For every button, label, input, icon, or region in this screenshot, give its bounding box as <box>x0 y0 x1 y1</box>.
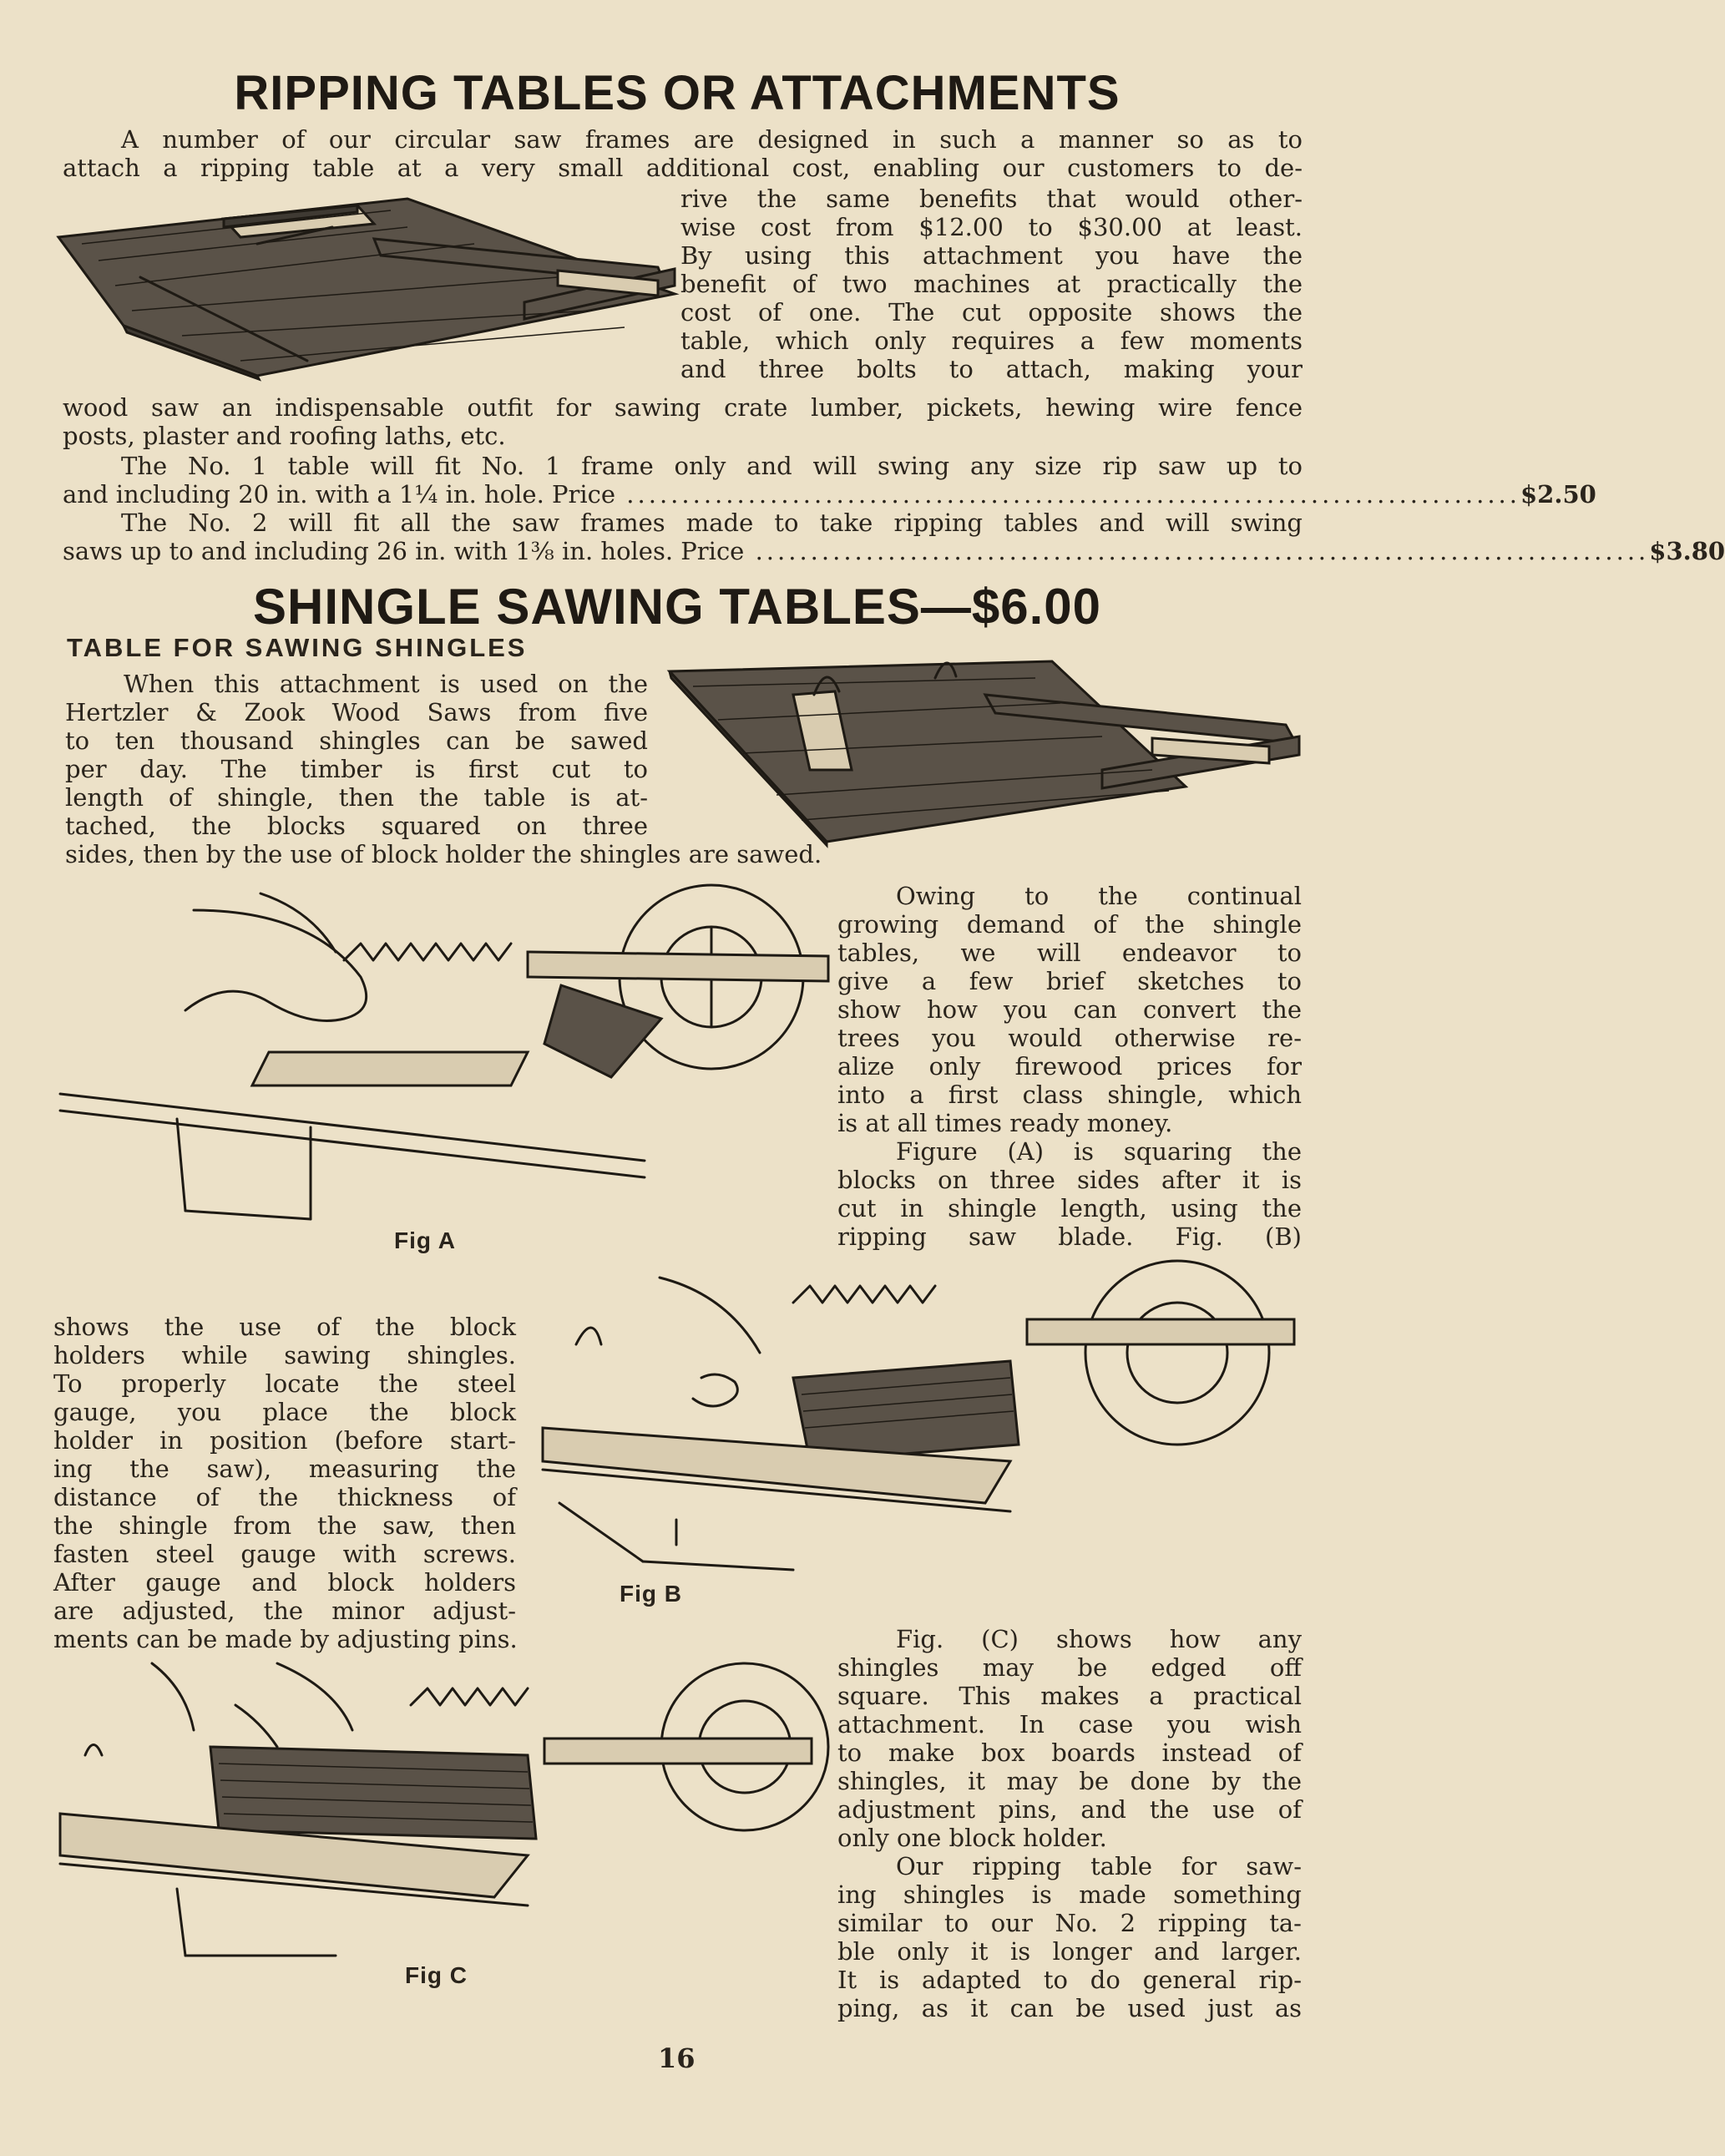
owing-line: give a few brief sketches to <box>837 967 1302 995</box>
fig-c-paragraph <box>837 1625 1302 2022</box>
full-paragraph <box>63 393 1303 450</box>
wrap-line: cost of one. The cut opposite shows the <box>680 298 1303 326</box>
figc-line: ble only it is longer and larger. <box>837 1937 1302 1966</box>
owing-line: show how you can convert the <box>837 995 1302 1024</box>
shingle-tables-title: SHINGLE SAWING TABLES—$6.00 <box>252 579 1102 635</box>
price-no1-line1: The No. 1 table will fit No. 1 frame only and will swing any size rip saw up to <box>121 452 1303 480</box>
owing-line: cut in shingle length, using the <box>837 1194 1302 1222</box>
price-no1-line2 <box>63 480 1596 509</box>
figb-line: ments can be made by adjusting pins. <box>53 1625 518 1653</box>
owing-line: ripping saw blade. Fig. (B) <box>837 1222 1302 1251</box>
figc-line: ing shingles is made something <box>837 1880 1302 1909</box>
wrap-paragraph <box>680 185 1303 383</box>
owing-paragraph <box>837 882 1302 1251</box>
fig-a-illustration <box>60 877 812 1236</box>
shingle-line: length of shingle, then the table is at- <box>65 783 648 812</box>
fig-b-paragraph <box>53 1313 516 1625</box>
figb-line: ing the saw), measuring the <box>53 1455 516 1483</box>
figc-line: ping, as it can be used just as <box>837 1994 1302 2022</box>
owing-line: into a first class shingle, which <box>837 1081 1302 1109</box>
figc-line: Fig. (C) shows how any <box>896 1625 1302 1653</box>
dot-leader: ................................................................................. <box>615 480 1520 509</box>
figb-line: are adjusted, the minor adjust- <box>53 1597 516 1625</box>
wrap-line: By using this attachment you have the <box>680 241 1303 270</box>
dot-leader: ................................................................................. <box>744 537 1650 565</box>
figc-line: square. This makes a practical <box>837 1682 1302 1710</box>
wrap-line: benefit of two machines at practically the <box>680 270 1303 298</box>
ripping-table-illustration <box>57 194 675 379</box>
price-no2-line1: The No. 2 will fit all the saw frames made to take ripping tables and will swing <box>121 509 1303 537</box>
figc-line: adjustment pins, and the use of <box>837 1795 1302 1824</box>
shingle-line: to ten thousand shingles can be sawed <box>65 726 648 755</box>
price-no1-text: and including 20 in. with a 1¼ in. hole. Price <box>63 480 616 509</box>
owing-line: Figure (A) is squaring the <box>896 1137 1302 1166</box>
figb-line: To properly locate the steel <box>53 1369 516 1398</box>
figc-line: to make box boards instead of <box>837 1738 1302 1767</box>
price-no1-amount: $2.50 <box>1520 480 1596 509</box>
shingle-line: When this attachment is used on the <box>124 670 648 698</box>
owing-line: growing demand of the shingle <box>837 910 1302 939</box>
shingle-paragraph <box>65 670 648 840</box>
figc-line: Our ripping table for saw- <box>896 1852 1302 1880</box>
intro-paragraph <box>63 125 1303 182</box>
figc-line: similar to our No. 2 ripping ta- <box>837 1909 1302 1937</box>
shingle-last-line: sides, then by the use of block holder the shingles are sawed. <box>65 840 822 868</box>
fig-c-illustration <box>60 1655 828 1964</box>
figb-line: gauge, you place the block <box>53 1398 516 1426</box>
owing-line: trees you would otherwise re- <box>837 1024 1302 1052</box>
intro-line: A number of our circular saw frames are designed in such a manner so as to <box>121 125 1303 154</box>
owing-line: tables, we will endeavor to <box>837 939 1302 967</box>
price-no2 <box>63 509 1725 565</box>
wrap-line: wise cost from $12.00 to $30.00 at least. <box>680 213 1303 241</box>
wrap-line: table, which only requires a few moments <box>680 326 1303 355</box>
fig-c-label: Fig C <box>405 1962 468 1988</box>
figc-line: It is adapted to do general rip- <box>837 1966 1302 1994</box>
figc-line: attachment. In case you wish <box>837 1710 1302 1738</box>
fig-a-label: Fig A <box>394 1227 456 1253</box>
figb-line: After gauge and block holders <box>53 1568 516 1597</box>
full-line: wood saw an indispensable outfit for sawing crate lumber, pickets, hewing wire fence <box>63 393 1303 422</box>
intro-line: attach a ripping table at a very small additional cost, enabling our customers to de- <box>63 154 1303 182</box>
price-no2-text: saws up to and including 26 in. with 1⅜ in. holes. Price <box>63 537 745 565</box>
figb-line: distance of the thickness of <box>53 1483 516 1511</box>
fig-b-last-line-wrap <box>53 1625 805 1653</box>
price-no1 <box>63 452 1596 509</box>
price-no2-amount: $3.80 <box>1649 537 1725 565</box>
owing-line: Owing to the continual <box>896 882 1302 910</box>
fig-b-label: Fig B <box>620 1581 682 1607</box>
wrap-line: and three bolts to attach, making your <box>680 355 1303 383</box>
ripping-tables-title: RIPPING TABLES OR ATTACHMENTS <box>234 66 1120 120</box>
wrap-line: rive the same benefits that would other- <box>680 185 1303 213</box>
price-no2-line2 <box>63 537 1725 565</box>
shingle-line: per day. The timber is first cut to <box>65 755 648 783</box>
owing-line: blocks on three sides after it is <box>837 1166 1302 1194</box>
shingle-line: tached, the blocks squared on three <box>65 812 648 840</box>
figc-line: only one block holder. <box>837 1824 1107 1852</box>
shingle-line: Hertzler & Zook Wood Saws from five <box>65 698 648 726</box>
figb-line: holders while sawing shingles. <box>53 1341 516 1369</box>
fig-b-illustration <box>543 1253 1303 1587</box>
page-number: 16 <box>658 2042 696 2074</box>
figb-line: fasten steel gauge with screws. <box>53 1540 516 1568</box>
shingle-table-illustration <box>668 645 1303 845</box>
owing-line: alize only firewood prices for <box>837 1052 1302 1081</box>
figc-line: shingles, it may be done by the <box>837 1767 1302 1795</box>
figc-line: shingles may be edged off <box>837 1653 1302 1682</box>
owing-line: is at all times ready money. <box>837 1109 1173 1137</box>
figb-line: shows the use of the block <box>53 1313 516 1341</box>
figb-line: holder in position (before start- <box>53 1426 516 1455</box>
figb-line: the shingle from the saw, then <box>53 1511 516 1540</box>
full-line: posts, plaster and roofing laths, etc. <box>63 422 506 450</box>
shingle-subtitle: TABLE FOR SAWING SHINGLES <box>67 633 528 662</box>
